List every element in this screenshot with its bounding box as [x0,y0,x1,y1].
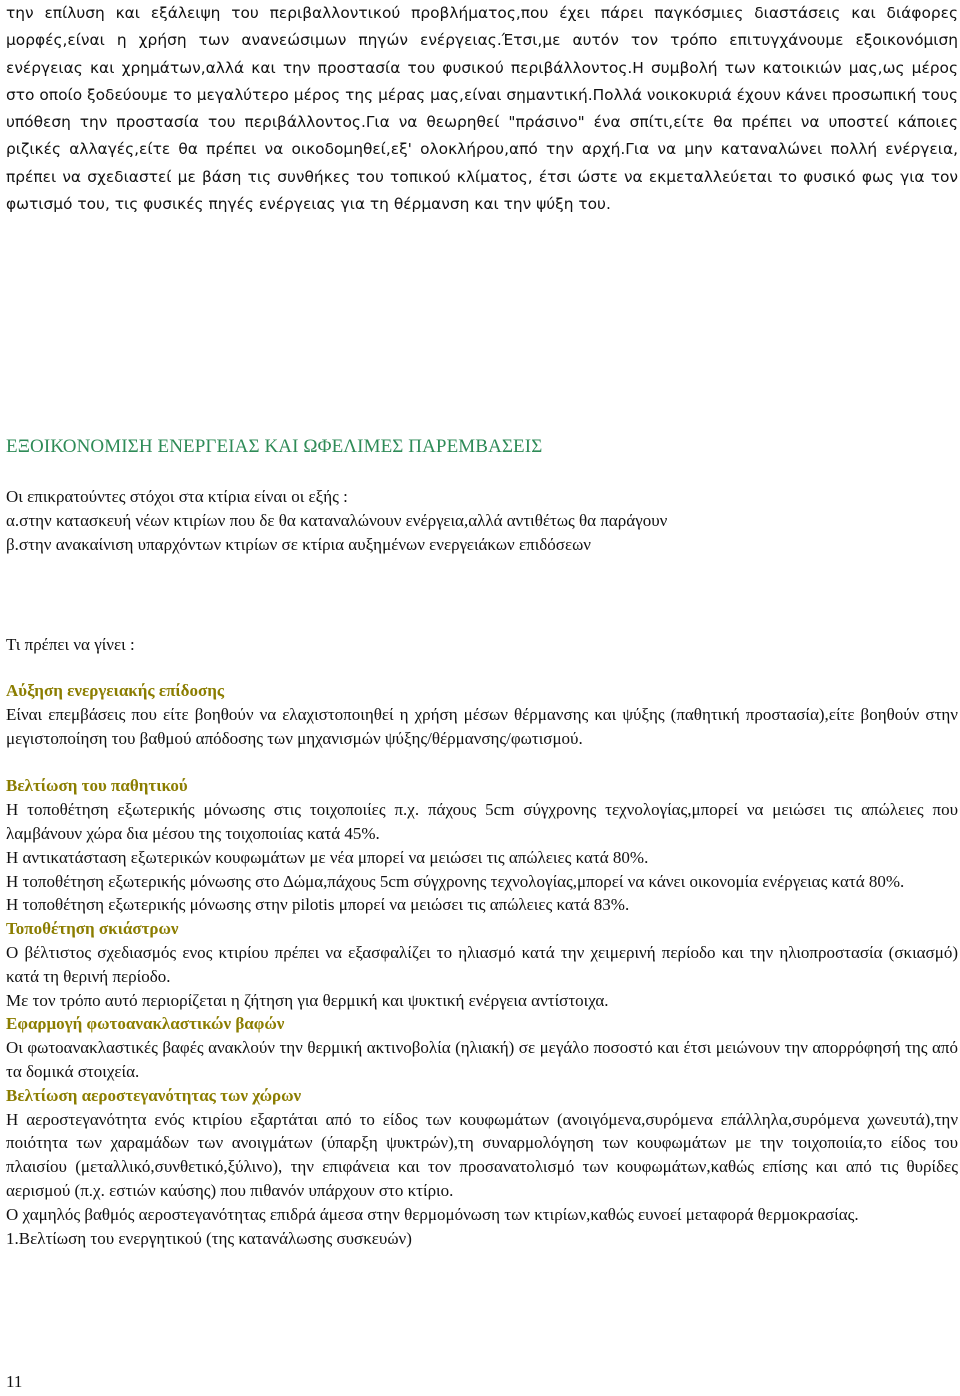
intro-paragraph: την επίλυση και εξάλειψη του περιβαλλοντικού προβλήματος,που έχει πάρει παγκόσμιες διαστάσεις και διάφορες μορφές,είναι η χρήση των ανανεώσιμων πηγών ενέργειας.Έτσι,με αυτόν τον τρόπο επιτυγχάνουμε εξοικονόμιση ενέργειας και χρημάτων,αλλά και την προστασία του φυσικού περιβάλλοντος.Η συμβολή των κατοικιών μας,ως μέρος στο οποίο ξοδεύουμε το μεγαλύτερο μέρος της μέρας μας,είναι σημαντική.Πολλά νοικοκυριά έχουν κάνει προσωπική τους υπόθεση την προστασία του περιβάλλοντος.Για να θεωρηθεί "πράσινο" ένα σπίτι,είτε θα πρέπει να υποστεί κάποιες ριζικές αλλαγές,είτε θα πρέπει να οικοδομηθεί,εξ' ολοκλήρου,από την αρχή.Για να μην καταναλώνει πολλή ενέργεια, πρέπει να σχεδιαστεί με βάση τις συνθήκες του τοπικού κλίματος, έτσι ώστε να εκμεταλλεύεται το φυσικό φως για τον φωτισμό του, τις φυσικές πηγές ενέργειας για τη θέρμανση και την ψύξη του. [6,4,958,214]
paragraph-shading-2: Με τον τρόπο αυτό περιορίζεται η ζήτηση για θερμική και ψυκτική ενέργεια αντίστοιχα. [6,990,609,1010]
paragraph-airtightness-2: Ο χαμηλός βαθμός αεροστεγανότητας επιδρά άμεσα στην θερμομόνωση των κτιρίων,καθώς ευνοεί μεταφορά θερμοκρασίας. [6,1204,859,1224]
to-be-done-label: Τι πρέπει να γίνει : [6,635,135,654]
paragraph-passive-1: Η τοποθέτηση εξωτερικής μόνωσης στις τοιχοποιίες π.χ. πάχους 5cm σύγχρονης τεχνολογίας,μπορεί να μειώσει τις απώλειες που λαμβάνουν χώρα δια μέσου της τοιχοποιίας κατά 45%. [6,800,958,843]
paragraph-passive-3: Η τοποθέτηση εξωτερικής μόνωσης στο Δώμα,πάχους 5cm σύγχρονης τεχνολογίας,μπορεί να κάνει οικονομία ενέργειας κατά 80%. [6,871,905,891]
subheading-shading: Τοποθέτηση σκιάστρων [6,919,179,939]
goals-block [6,485,958,557]
paragraph-energy-performance: Είναι επεμβάσεις που είτε βοηθούν να ελαχιστοποιηθεί η χρήση μέσων θέρμανσης και ψύξης (παθητική προστασία),είτε βοηθούν στην μεγιστοποίηση του βαθμού απόδοσης των μηχανισμών ψύξης/θέρμανσης/φωτισμού. [6,704,958,748]
subheading-passive: Βελτίωση του παθητικού [6,776,188,796]
goal-item-a: α.στην κατασκευή νέων κτιρίων που δε θα καταναλώνουν ενέργεια,αλλά αντιθέτως θα παράγουν [6,511,668,530]
section-heading-energy-saving: ΕΞΟΙΚΟΝΟΜΙΣΗ ΕΝΕΡΓΕΙΑΣ ΚΑΙ ΩΦΕΛΙΜΕΣ ΠΑΡΕΜΒΑΣΕΙΣ [6,436,543,457]
paragraph-passive-2: Η αντικατάσταση εξωτερικών κουφωμάτων με νέα μπορεί να μειώσει τις απώλειες κατά 80%. [6,847,649,867]
goal-item-b: β.στην ανακαίνιση υπαρχόντων κτιρίων σε κτίρια αυξημένων ενεργειάκων επιδόσεων [6,535,591,554]
paragraph-passive-4: Η τοποθέτηση εξωτερικής μόνωσης στην pilotis μπορεί να μειώσει τις απώλειες κατά 83%. [6,895,630,915]
paragraph-airtightness-1: Η αεροστεγανότητα ενός κτιρίου εξαρτάται από το είδος των κουφωμάτων (ανοιγόμενα,συρόμενα επάλληλα,συρόμενα χωνευτά),την ποιότητα των χαραμάδων των ανοιγμάτων (ύπαρξη ψυκτρών),τη συναρμολόγηση των κουφωμάτων με την τοιχοποιία,το είδος του πλαισίου (μεταλλικό,συνθετικό,ξύλινο), την επιφάνεια και τον προσανατολισμό των κουφωμάτων,καθώς επίσης και από τις θυρίδες αερισμού (π.χ. εστιών καύσης) που πιθανόν υπάρχουν στο κτίριο. [6,1109,958,1200]
interventions-body [6,679,958,1250]
spacer [6,750,958,774]
goals-lead: Οι επικρατούντες στόχοι στα κτίρια είναι οι εξής : [6,487,348,506]
subheading-reflective-paint: Εφαρμογή φωτοανακλαστικών βαφών [6,1014,285,1034]
paragraph-reflective-paint: Οι φωτοανακλαστικές βαφές ανακλούν την θερμική ακτινοβολία (ηλιακή) σε μεγάλο ποσοστό και έτσι μειώνουν την απορρόφησή της από τα δομικά στοιχεία. [6,1038,958,1081]
subheading-energy-performance: Αύξηση ενεργειακής επίδοσης [6,681,225,700]
paragraph-shading-1: Ο βέλτιστος σχεδιασμός ενος κτιρίου πρέπει να εξασφαλίζει το ηλιασμό κατά την χειμερινή περίοδο και την ηλιοπροστασία (σκιασμό) κατά τη θερινή περίοδο. [6,942,958,986]
page-number: 11 [6,1372,23,1391]
heading-active-improvement: 1.Βελτίωση του ενεργητικού (της κατανάλωσης συσκευών) [6,1228,412,1248]
subheading-airtightness: Βελτίωση αεροστεγανότητας των χώρων [6,1085,302,1105]
